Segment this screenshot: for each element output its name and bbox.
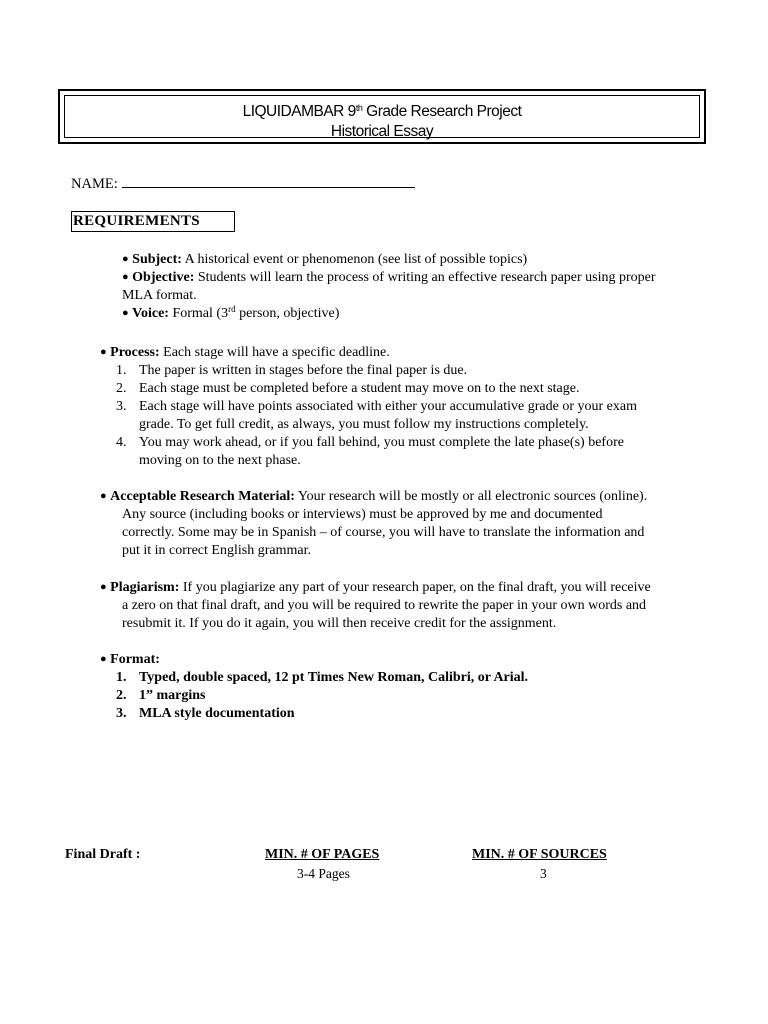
requirements-list bbox=[122, 251, 712, 323]
min-pages-value: 3-4 Pages bbox=[297, 866, 350, 881]
name-label: NAME: bbox=[71, 176, 118, 192]
requirements-heading: REQUIREMENTS bbox=[71, 211, 235, 232]
list-item: 2. 1” margins bbox=[116, 688, 206, 703]
list-item: 1. The paper is written in stages before the final paper is due. bbox=[116, 363, 468, 378]
min-sources-value: 3 bbox=[540, 866, 547, 881]
title-line-2: Historical Essay bbox=[330, 123, 434, 140]
title-box bbox=[58, 89, 706, 144]
min-pages-header: MIN. # OF PAGES bbox=[265, 847, 380, 862]
research-material-paragraph: ● Acceptable Research Material: Your research will be mostly or all electronic sources (online). Any source (including books or interviews) must be approved by me and documented correctly. Some may be in Spanish – of course, you will have to translate the information and put it in correct English grammar. bbox=[100, 489, 648, 558]
objective-item: ● Objective: Students will learn the process of writing an effective research paper using proper bbox=[122, 270, 656, 285]
process-heading: ● Process: Each stage will have a specific deadline. bbox=[100, 345, 390, 360]
voice-item: ● Voice: Formal (3rd person, objective) bbox=[122, 304, 340, 321]
format-heading: ● Format: bbox=[100, 652, 160, 667]
list-item: 2. Each stage must be completed before a student may move on to the next stage. bbox=[116, 381, 580, 396]
title-inner-border bbox=[64, 95, 700, 138]
final-draft-label: Final Draft : bbox=[65, 847, 141, 862]
objective-item-cont: MLA format. bbox=[122, 288, 197, 303]
list-item: 3. MLA style documentation bbox=[116, 706, 295, 721]
subject-item: ● Subject: A historical event or phenomenon (see list of possible topics) bbox=[122, 252, 528, 267]
name-field bbox=[71, 175, 415, 193]
list-item: 3. Each stage will have points associated with either your accumulative grade or your exam grade. To get full credit, as always, you must follow my instructions completely. bbox=[116, 399, 637, 432]
title-line-1: LIQUIDAMBAR 9th Grade Research Project bbox=[242, 103, 522, 120]
plagiarism-paragraph: ● Plagiarism: If you plagiarize any part of your research paper, on the final draft, you will receive a zero on that final draft, and you will be required to rewrite the paper in your own words and resubmit it. If you do it again, you will then receive credit for the assignment. bbox=[100, 580, 651, 631]
name-blank-line bbox=[122, 175, 415, 188]
min-sources-header: MIN. # OF SOURCES bbox=[472, 847, 607, 862]
list-item: 4. You may work ahead, or if you fall behind, you must complete the late phase(s) before moving on to the next phase. bbox=[116, 435, 624, 468]
list-item: 1. Typed, double spaced, 12 pt Times New Roman, Calibri, or Arial. bbox=[116, 670, 529, 685]
process-list bbox=[116, 362, 716, 470]
format-list bbox=[116, 669, 716, 723]
